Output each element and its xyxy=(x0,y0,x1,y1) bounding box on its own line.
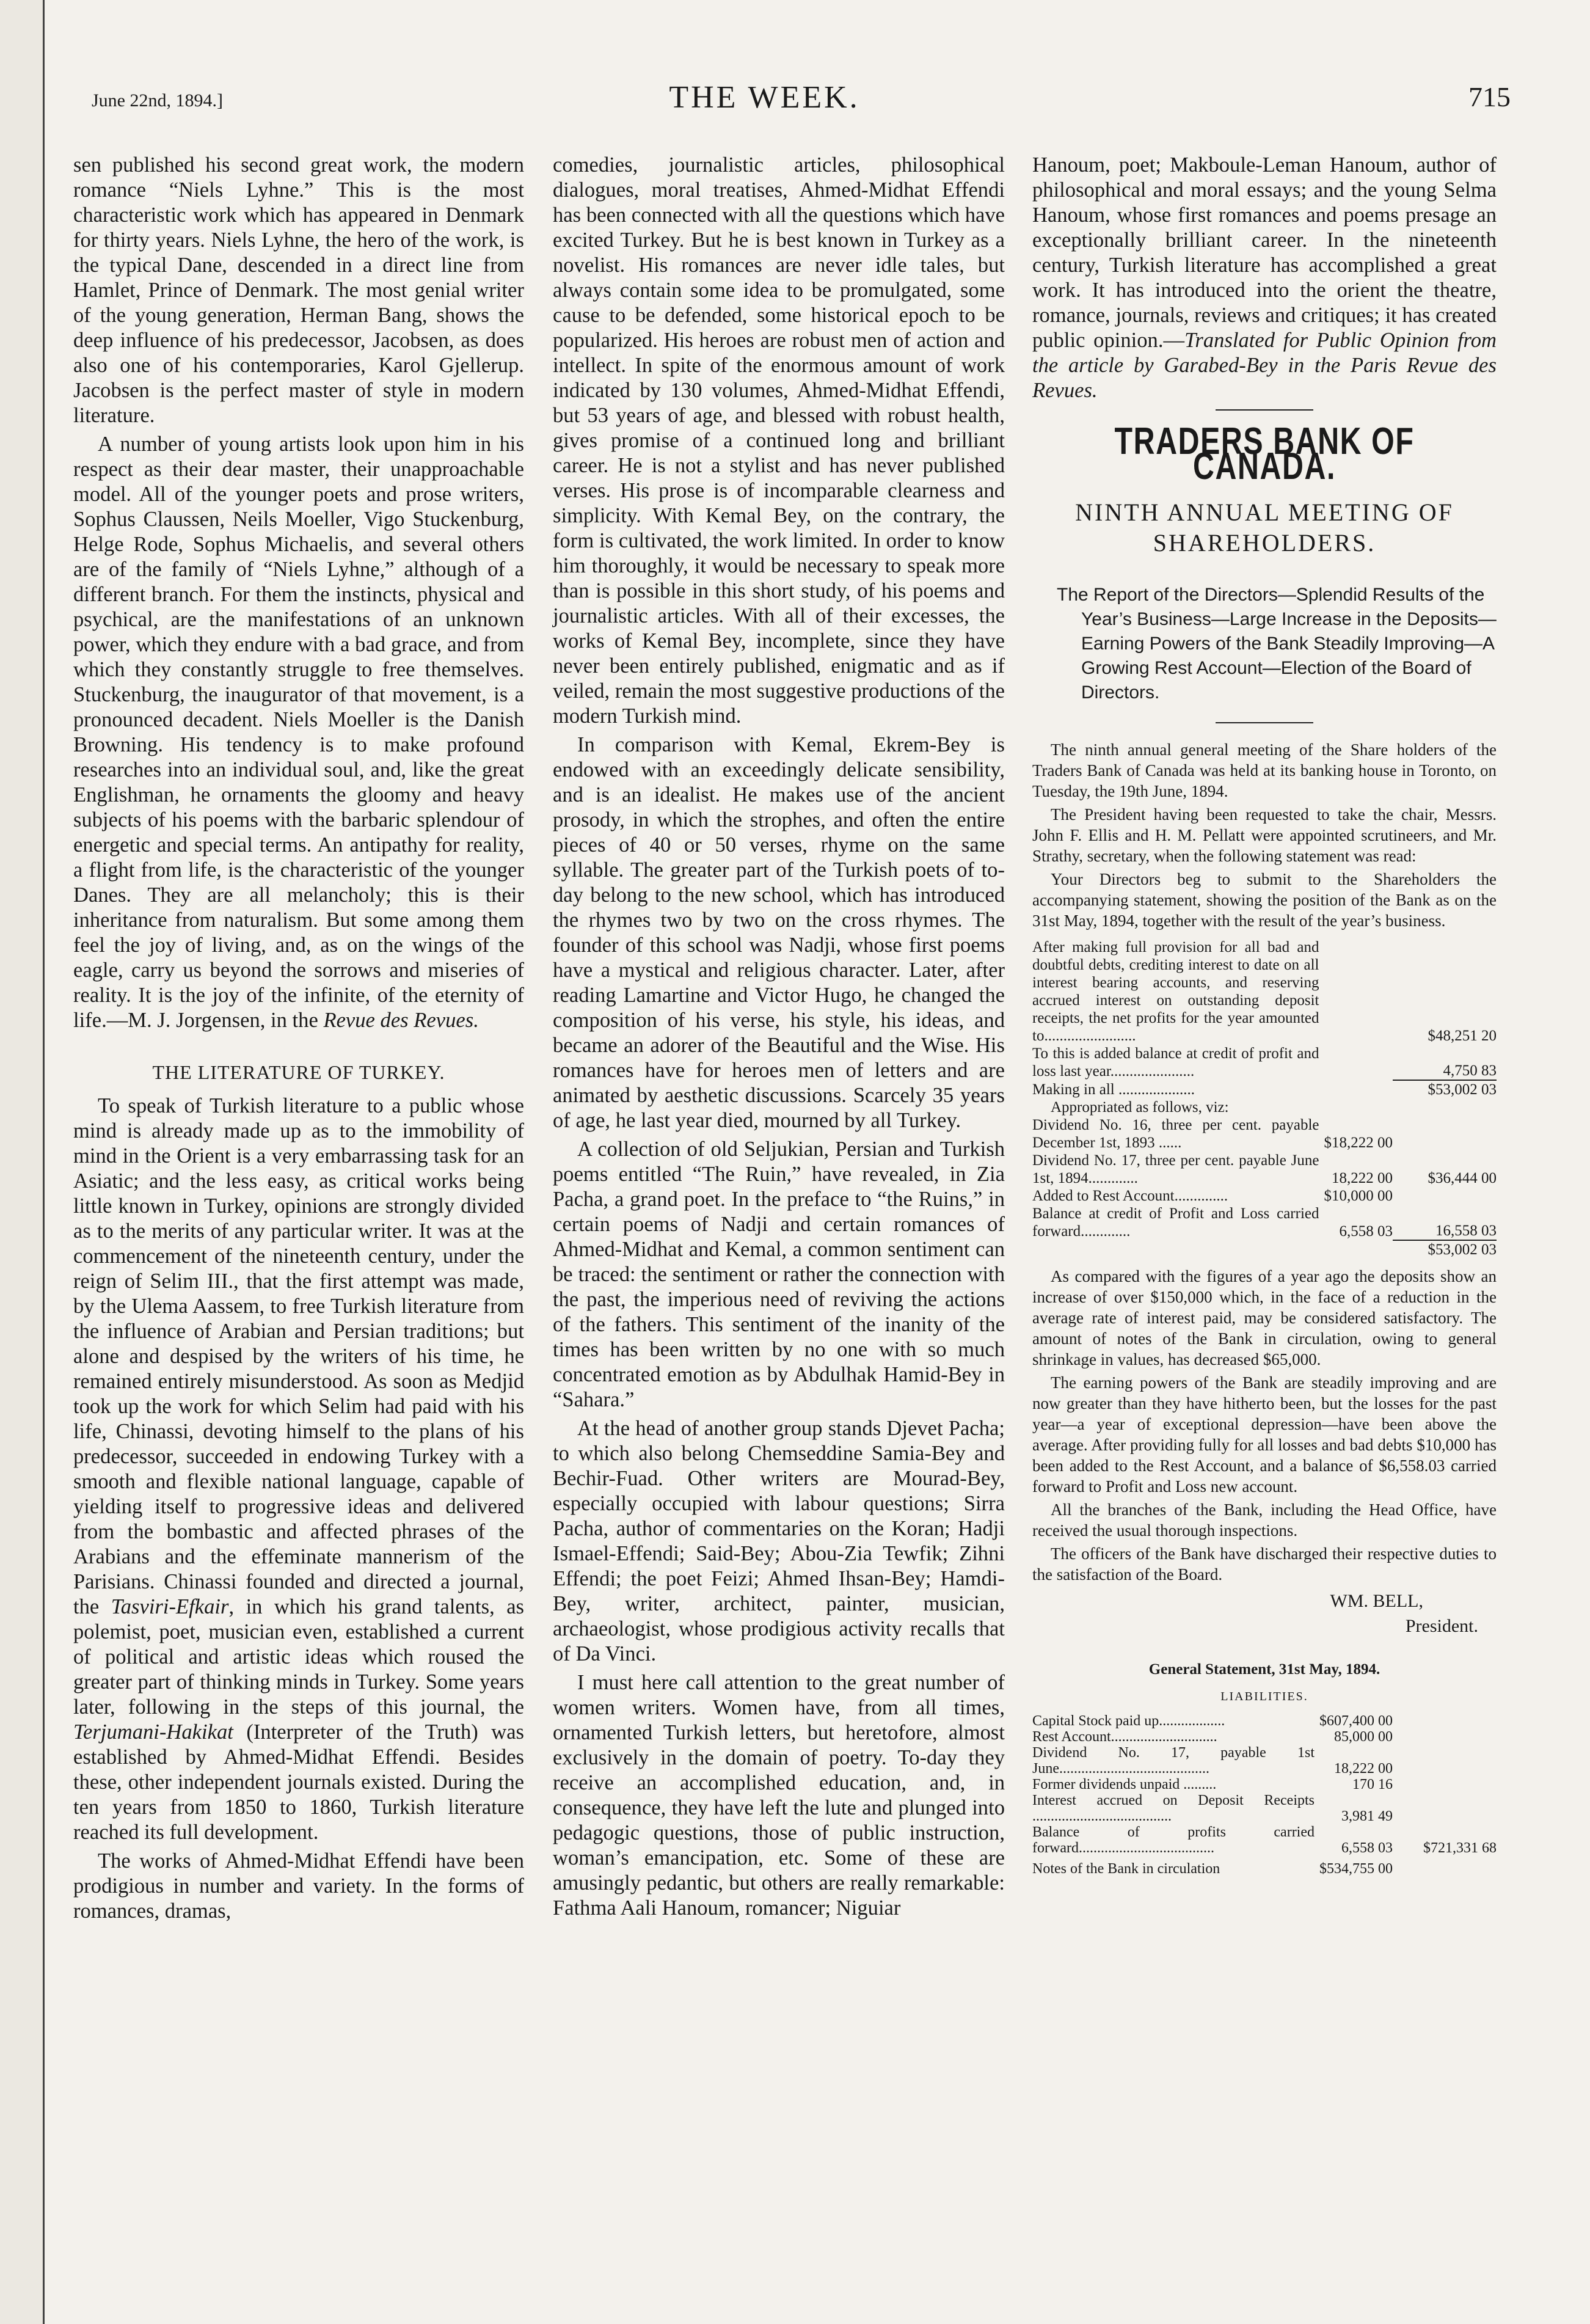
paragraph: At the head of another group stands Djevet Pacha; to which also belong Chemseddine Samia-Bey and Bechir-Fuad. Other writers are Mourad-Bey, especially occupied with labour questions; Sirra Pacha, author of commentaries on the Koran; Hadji Ismael-Effendi; Said-Bey; Abou-Zia Tewfik; Zihni Effendi; the poet Feizi; Ahmed Ihsan-Bey; Hamdi-Bey, writer, architect, painter, musician, archaeologist, whose prodigious activity recalls that of Da Vinci. xyxy=(553,1417,1005,1665)
paragraph: All the branches of the Bank, including the Head Office, have received the usual thorough inspections. xyxy=(1032,1500,1497,1540)
journal-name: Tasviri-Efkair xyxy=(111,1595,229,1618)
liability-row xyxy=(1032,1777,1497,1792)
statement-row xyxy=(1032,1240,1497,1259)
liability-label: Interest accrued on Deposit Receipts ...................................... xyxy=(1032,1792,1315,1824)
journal-name: Terjumani-Hakikat xyxy=(73,1720,233,1744)
liability-total: $721,331 68 xyxy=(1423,1840,1497,1856)
translation-credit: Translated for Public Opinion from the article by Garabed-Bey in the Paris Revue des Revues. xyxy=(1032,329,1497,402)
statement-value: $53,002 03 xyxy=(1393,1080,1497,1098)
statement-value: 6,558 03 xyxy=(1339,1223,1393,1240)
liability-row xyxy=(1032,1856,1497,1877)
paragraph xyxy=(73,432,524,1033)
report-body xyxy=(1032,1266,1497,1585)
statement-row xyxy=(1032,1152,1497,1187)
statement-label: Added to Rest Account.............. xyxy=(1032,1188,1228,1204)
paragraph: comedies, journalistic articles, philosophical dialogues, moral treatises, Ahmed-Midhat Effendi has been connected with all the questions which have excited Turkey. But he is best known in Turkey as a novelist. His romances are never idle tales, but always contain some idea to be promulgated, some cause to be defended, some historical epoch to be popularized. His heroes are robust men of action and intellect. In spite of the enormous amount of work indicated by 130 volumes, Ahmed-Midhat Effendi, but 53 years of age, and blessed with robust health, gives promise of a continued long and brilliant career. He is not a stylist and has never published verses. His prose is of incomparable clearness and simplicity. With Kemal Bey, on the contrary, the form is cultivated, the work limited. In order to know him thoroughly, it would be necessary to speak more than is possible in this short study, of his poems and journalistic articles. With all of their excesses, the works of Kemal Bey, incomplete, since they have never been entirely published, enigmatic and as if veiled, remain the most suggestive productions of the modern Turkish mind. xyxy=(553,153,1005,728)
profit-statement xyxy=(1032,938,1497,1259)
liability-row xyxy=(1032,1713,1497,1729)
liability-row xyxy=(1032,1729,1497,1745)
meeting-title xyxy=(1032,497,1497,558)
paragraph-text: (Interpreter of the Truth) was established by Ahmed-Midhat Effendi. Besides these, other independent journals existed. During the ten years from 1850 to 1860, Turkish literature reached its full development. xyxy=(73,1720,524,1844)
paragraph: The President having been requested to take the chair, Messrs. John F. Ellis and H. M. Pellatt were appointed scrutineers, and Mr. Strathy, secretary, when the following statement was read: xyxy=(1032,805,1497,865)
paragraph-text: To speak of Turkish literature to a public whose mind is already made up as to the immobility of mind in the Orient is a very embarrassing task for an Asiatic; and the less easy, as critical works being little known in Turkey, opinions are strongly divided as to the merits of any particular writer. It was at the commencement of the nineteenth century, under the reign of Selim III., that the first attempt was made, by the Ulema Aassem, to free Turkish literature from the influence of Arabian and Persian traditions; but alone and despised by the writers of his time, he remained entirely misunderstood. As soon as Medjid took up the work for which Selim had paid with his life, Chinassi, devoting himself to the plans of his predecessor, succeeded in endowing Turkey with a smooth and flexible national language, capable of yielding itself to progressive ideas and delivered from the bombastic and affected phrases of the Arabians and the effeminate mannerism of the Parisians. Chinassi founded and directed a journal, the xyxy=(73,1094,524,1618)
report-body xyxy=(1032,739,1497,931)
meeting-title-line: NINTH ANNUAL MEETING OF xyxy=(1075,499,1454,526)
statement-value: $10,000 00 xyxy=(1324,1188,1393,1204)
column-2 xyxy=(553,153,1005,1924)
liabilities-table xyxy=(1032,1713,1497,1877)
statement-label: After making full provision for all bad and doubtful debts, crediting interest to date on all interest bearing accounts, and reserving accrued interest on outstanding deposit receipts, the net profits for the year amounted to........................ xyxy=(1032,939,1319,1044)
paragraph: sen published his second great work, the modern romance “Niels Lyhne.” This is the most characteristic work which has appeared in Denmark for thirty years. Niels Lyhne, the hero of the work, is the typical Dane, descended in a direct line from Hamlet, Prince of Denmark. The most genial writer of the young generation, Herman Bang, shows the deep influence of his predecessor, Jacobsen, as does also one of his contemporaries, Karol Gjellerup. Jacobsen is the perfect master of style in modern literature. xyxy=(73,153,524,427)
signature-title: President. xyxy=(1405,1616,1478,1636)
paragraph: The earning powers of the Bank are steadily improving and are now greater than they have hitherto been, but the losses for the past year—a year of exceptional depression—have been above the average. After providing fully for all losses and bad debts $10,000 has been added to the Rest Account, and a balance of $6,558.03 carried forward to Profit and Loss new account. xyxy=(1032,1373,1497,1496)
statement-label: Appropriated as follows, viz: xyxy=(1051,1099,1229,1116)
statement-label: Balance at credit of Profit and Loss carried forward............. xyxy=(1032,1205,1319,1240)
paragraph xyxy=(73,1094,524,1845)
liability-row xyxy=(1032,1824,1497,1856)
liability-value: 3,981 49 xyxy=(1341,1808,1393,1824)
statement-row xyxy=(1032,1080,1497,1098)
statement-label: Dividend No. 16, three per cent. payable December 1st, 1893 ...... xyxy=(1032,1117,1319,1151)
column-3 xyxy=(1032,153,1497,1884)
liability-label: Dividend No. 17, payable 1st June......................................... xyxy=(1032,1745,1315,1777)
paragraph: As compared with the figures of a year ago the deposits show an increase of over $150,000 which, in the face of a reduction in the average rate of interest paid, may be considered satisfactory. The amount of notes of the Bank in circulation, owing to general shrinkage in values, has decreased $65,000. xyxy=(1032,1267,1497,1368)
paragraph: The officers of the Bank have discharged their respective duties to the satisfaction of the Board. xyxy=(1032,1544,1497,1584)
liability-value: $607,400 00 xyxy=(1319,1713,1393,1729)
liability-row xyxy=(1032,1792,1497,1824)
liability-label: Capital Stock paid up.................. xyxy=(1032,1713,1225,1729)
liability-row xyxy=(1032,1745,1497,1777)
liability-value: 85,000 00 xyxy=(1334,1729,1393,1745)
statement-row xyxy=(1032,1187,1497,1205)
publication-title: THE WEEK. xyxy=(669,80,860,115)
paragraph: In comparison with Kemal, Ekrem-Bey is endowed with an exceedingly delicate sensibility, and is an idealist. He makes use of the ancient prosody, in which the strophes, and often the entire pieces of 40 or 50 verses, rhyme on the same syllable. The greater part of the Turkish poets of to-day belong to the new school, which has introduced the rhymes two by two on the cross rhymes. The founder of this school was Nadji, whose first poems have a mystical and religious character. Later, after reading Lamartine and Victor Hugo, he changed the composition of his verse, his style, his ideas, and became an adorer of the Beautiful and the Wise. His romances have for heroes men of letters and are animated by aesthetic discussions. Scarcely 35 years of age, he last year died, mourned by all Turkey. xyxy=(553,733,1005,1132)
statement-total: $36,444 00 xyxy=(1428,1170,1497,1186)
paragraph xyxy=(1032,153,1497,403)
page-number: 715 xyxy=(1468,81,1511,112)
source-citation: Revue des Revues. xyxy=(323,1009,479,1032)
statement-row xyxy=(1032,1116,1497,1152)
liability-value: 6,558 03 xyxy=(1341,1840,1393,1856)
statement-row xyxy=(1032,1205,1497,1240)
paragraph-text: A number of young artists look upon him in his respect as their dear master, their unapproachable model. All of the younger poets and prose writers, Sophus Claussen, Neils Moeller, Vigo Stuckenburg, Helge Rode, Sophus Michaelis, and several others are of the family of “Niels Lyhne,” although of a different branch. For them the instincts, physical and psychical, are the manifestations of an unknown power, which they endure with a bad grace, and from which they constantly struggle to free themselves. Stuckenburg, the inaugurator of that movement, is a pronounced decadent. Niels Moeller is the Danish Browning. His tendency is to make profound researches into an individual soul, and, like the great Englishman, he ornaments the gloomy and heavy subjects of his poems with the barbaric splendour of energetic and special terms. An antipathy for reality, a flight from life, is the characteristic of the younger Danes. They are all melancholy; this is their inheritance from naturalism. But some among them feel the joy of living, and, as on the wings of the eagle, carry us beyond the sorrows and miseries of reality. It is the joy of the infinite, of the eternity of life.—M. J. Jorgensen, in the xyxy=(73,433,524,1032)
meeting-title-line: SHAREHOLDERS. xyxy=(1153,529,1376,557)
general-statement-title: General Statement, 31st May, 1894. xyxy=(1148,1661,1380,1678)
liabilities-heading: LIABILITIES. xyxy=(1220,1690,1308,1703)
statement-value: 18,222 00 xyxy=(1332,1170,1393,1186)
divider xyxy=(1216,409,1313,411)
paragraph: The ninth annual general meeting of the Share holders of the Traders Bank of Canada was held at its banking house in Toronto, on Tuesday, the 19th June, 1894. xyxy=(1032,740,1497,800)
paragraph: Your Directors beg to submit to the Shareholders the accompanying statement, showing the position of the Bank as on the 31st May, 1894, together with the result of the year’s business. xyxy=(1032,870,1497,930)
statement-total: 16,558 03 xyxy=(1435,1222,1497,1239)
statement-grand-total: $53,002 03 xyxy=(1393,1240,1497,1259)
issue-date: June 22nd, 1894.] xyxy=(92,90,223,111)
column-1 xyxy=(73,153,524,1928)
divider xyxy=(1216,722,1313,723)
liability-label: Former dividends unpaid ......... xyxy=(1032,1777,1217,1792)
adjacent-page-margin xyxy=(0,0,45,2324)
bank-title: TRADERS BANK OF CANADA. xyxy=(1114,420,1415,488)
liability-label: Notes of the Bank in circulation xyxy=(1032,1861,1220,1877)
paragraph-text: , in which his grand talents, as polemist, poet, musician even, established a current of political and artistic ideas which roused the greater part of thinking minds in Turkey. Some years later, following in the steps of this journal, the xyxy=(73,1595,525,1719)
page-header xyxy=(92,73,1511,128)
liability-value: 170 16 xyxy=(1352,1777,1393,1792)
statement-row xyxy=(1032,1098,1497,1116)
statement-value: $18,222 00 xyxy=(1324,1135,1393,1151)
statement-row xyxy=(1032,1045,1497,1080)
liability-label: Balance of profits carried forward..................................... xyxy=(1032,1824,1315,1856)
paragraph: I must here call attention to the great number of women writers. Women have, from all times, ornamented Turkish letters, but heretofore, almost exclusively in the domain of poetry. To-day they receive an accomplished education, and, in consequence, they have left the lute and plunged into pedagogic questions, those of public instruction, woman’s emancipation, etc. Some of these are amusingly pedantic, but others are really remarkable: Fathma Aali Hanoum, romancer; Niguiar xyxy=(553,1671,1005,1920)
statement-value: 4,750 83 xyxy=(1443,1062,1497,1079)
liability-label: Rest Account............................. xyxy=(1032,1729,1217,1745)
section-heading: THE LITERATURE OF TURKEY. xyxy=(152,1061,445,1083)
paragraph-text: Hanoum, poet; Makboule-Leman Hanoum, author of philosophical and moral essays; and the young Selma Hanoum, whose first romances and poems presage an exceptionally brilliant career. In the nineteenth century, Turkish literature has accomplished a great work. It has introduced into the orient the theatre, romance, journals, reviews and critiques; it has created public opinion.— xyxy=(1032,153,1497,352)
statement-label: To this is added balance at credit of profit and loss last year...................... xyxy=(1032,1045,1319,1080)
statement-value: $48,251 20 xyxy=(1428,1028,1497,1044)
liability-value: $534,755 00 xyxy=(1319,1861,1393,1877)
signature-name: WM. BELL, xyxy=(1330,1591,1423,1611)
paragraph: A collection of old Seljukian, Persian and Turkish poems entitled “The Ruin,” have revealed, in Zia Pacha, a grand poet. In the preface to “the Ruins,” in certain poems of Nadji and certain romances of Ahmed-Midhat and Kemal, a common sentiment can be traced: the sentiment or rather the connection with the past, the imperious need of reviving the actions of the fathers. This sentiment of the inanity of the times has been written by no one with so much concentrated emotion as by Abdulhak Hamid-Bey in “Sahara.” xyxy=(553,1138,1005,1411)
statement-label: Dividend No. 17, three per cent. payable June 1st, 1894............. xyxy=(1032,1152,1319,1186)
paragraph: The works of Ahmed-Midhat Effendi have been prodigious in number and variety. In the forms of romances, dramas, xyxy=(73,1849,524,1923)
statement-row xyxy=(1032,938,1497,1045)
liability-value: 18,222 00 xyxy=(1334,1761,1393,1777)
statement-label: Making in all .................... xyxy=(1032,1081,1195,1098)
report-summary: The Report of the Directors—Splendid Results of the Year’s Business—Large Increase in the Deposits—Earning Powers of the Bank Steadily Improving—A Growing Rest Account—Election of the Board of Directors. xyxy=(1057,585,1497,703)
